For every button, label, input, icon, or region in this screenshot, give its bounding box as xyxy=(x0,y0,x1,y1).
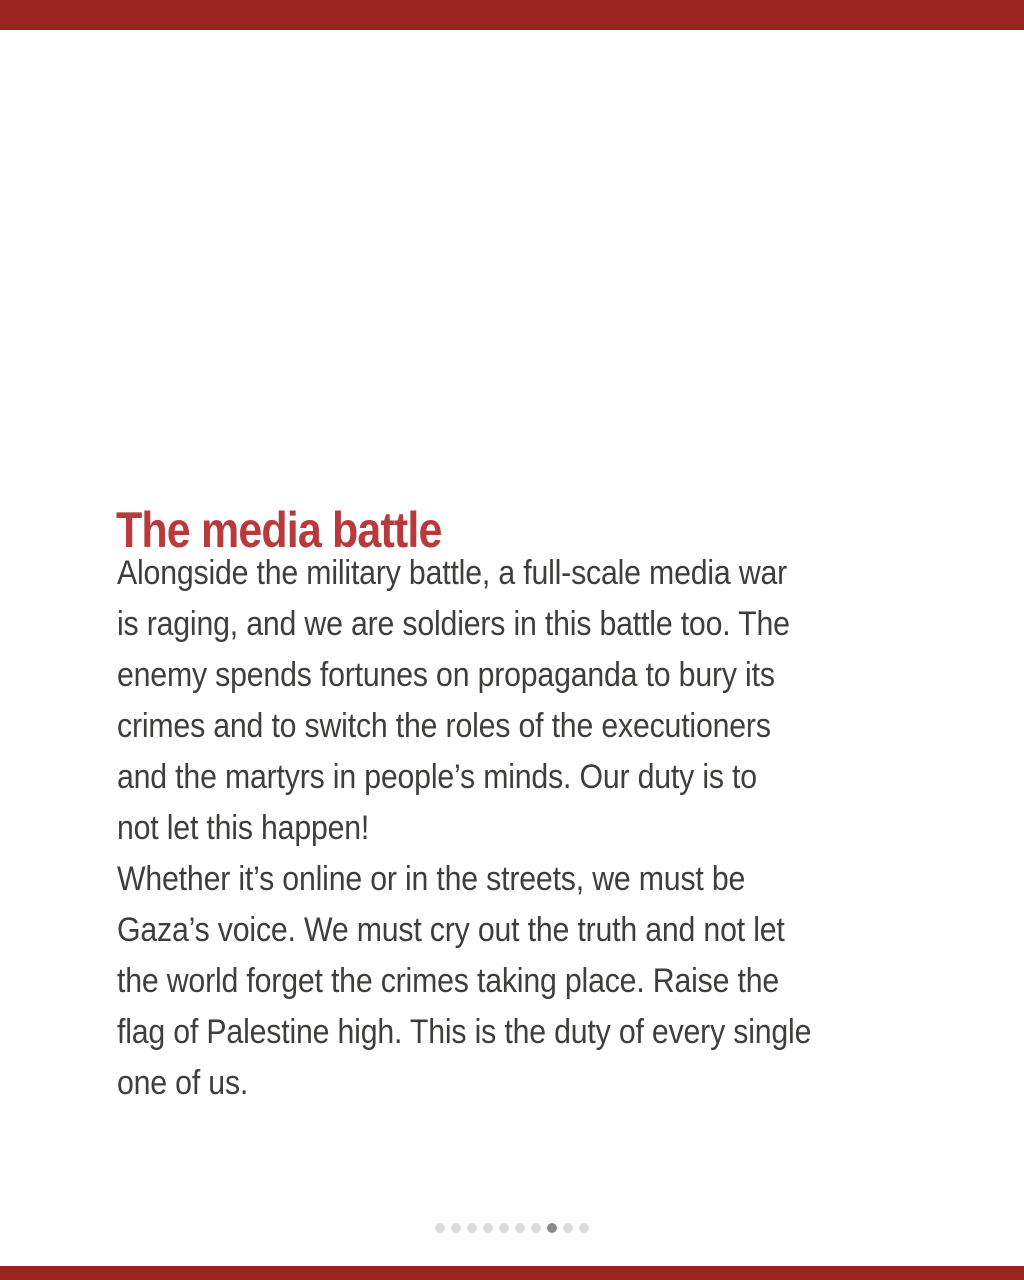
top-accent-bar xyxy=(0,0,1024,30)
body-text-line: enemy spends fortunes on propaganda to bury its xyxy=(117,656,775,694)
pagination-dot xyxy=(435,1223,445,1233)
pagination-dot xyxy=(563,1223,573,1233)
body-text-line: crimes and to switch the roles of the executioners xyxy=(117,707,771,745)
pagination-dot xyxy=(531,1223,541,1233)
body-text-line: and the martyrs in people’s minds. Our duty is to xyxy=(117,758,757,796)
pagination-dot xyxy=(451,1223,461,1233)
pagination-dot xyxy=(579,1223,589,1233)
pagination-dot xyxy=(483,1223,493,1233)
body-text-line: not let this happen! xyxy=(117,809,370,847)
pagination-dot-active xyxy=(547,1223,557,1233)
section-heading: The media battle xyxy=(116,501,442,558)
pagination-dot xyxy=(515,1223,525,1233)
body-text-line: is raging, and we are soldiers in this battle too. The xyxy=(117,605,790,643)
body-text-line: one of us. xyxy=(117,1064,249,1102)
carousel-pagination-dots xyxy=(0,1223,1024,1233)
body-text-line: Whether it’s online or in the streets, we must be xyxy=(117,860,746,898)
body-text xyxy=(117,548,811,1109)
body-text-line: Alongside the military battle, a full-scale media war xyxy=(117,554,788,592)
body-text-line: flag of Palestine high. This is the duty of every single xyxy=(117,1013,812,1051)
body-text-line: Gaza’s voice. We must cry out the truth and not let xyxy=(117,911,785,949)
body-text-line: the world forget the crimes taking place. Raise the xyxy=(117,962,780,1000)
pagination-dot xyxy=(499,1223,509,1233)
bottom-accent-bar xyxy=(0,1266,1024,1280)
pagination-dot xyxy=(467,1223,477,1233)
